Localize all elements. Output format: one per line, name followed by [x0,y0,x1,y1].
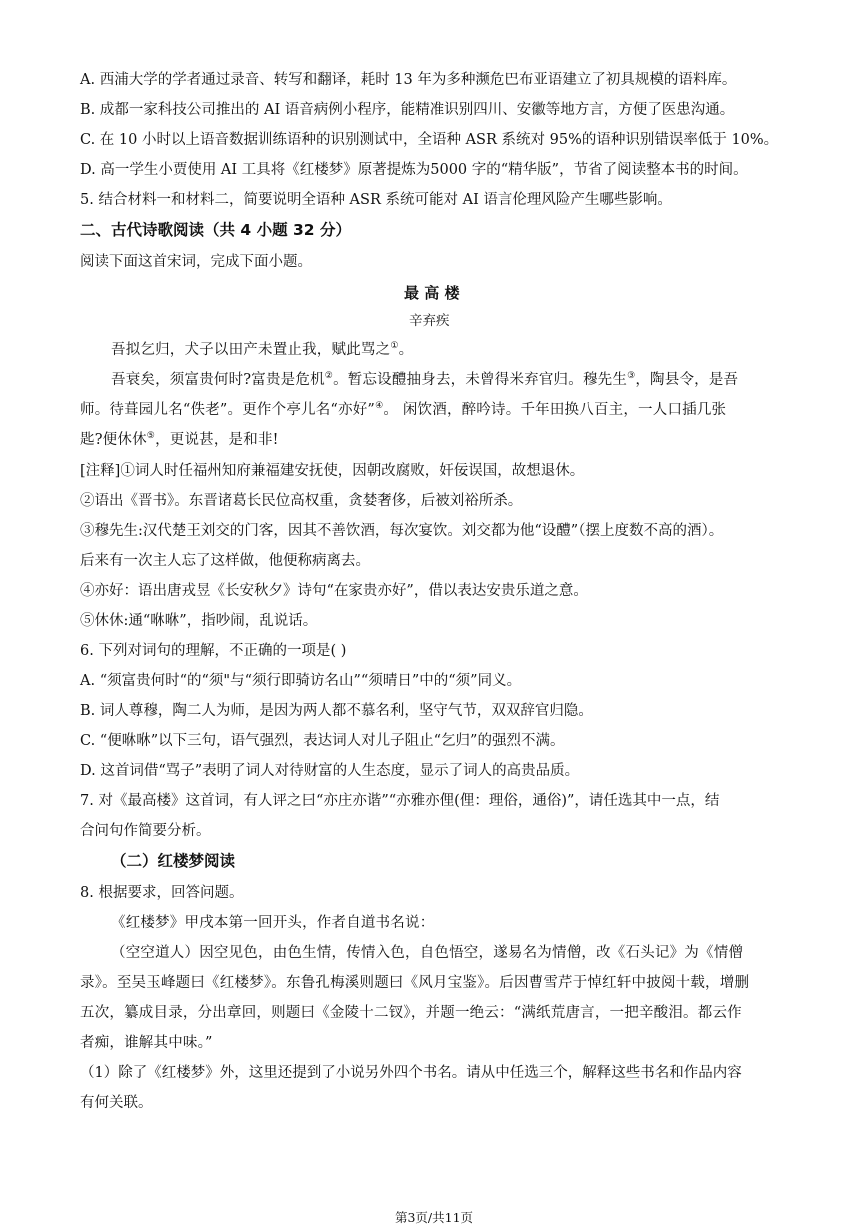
subquestion-1: （1）除了《红楼梦》外，这里还提到了小说另外四个书名。请从中任选三个，解释这些书名和作品内容 [80,1065,742,1081]
poem-text: 。 闲饮酒，醉吟诗。千年田换八百主，一人口插几张 [383,402,727,418]
poem-line-3 [80,428,279,449]
footnote-marker: ③ [627,371,636,382]
question-8: 8. 根据要求，回答问题。 [80,885,244,901]
poem-line-2 [80,398,726,419]
footnote-marker: ⑤ [146,431,156,442]
annotation-4: ④亦好：语出唐戎昱《长安秋夕》诗句“在家贵亦好”，借以表达安贵乐道之意。 [80,583,588,599]
annotation-5: ⑤休休:通“咻咻”，指吵闹，乱说话。 [80,613,318,629]
option-c-q6: C. “便咻咻”以下三句，语气强烈，表达词人对儿子阻止“乞归”的强烈不满。 [80,733,565,749]
quote-line-2: 录》。至吴玉峰题曰《红楼梦》。东鲁孔梅溪则题曰《风月宝鉴》。后因曹雪芹于悼红轩中披阅十载，增删 [80,975,750,991]
option-a-q6: A. “须富贵何时“的“须"与“须行即骑访名山”“须晴日”中的“须”同义。 [80,673,522,689]
subquestion-1-cont: 有何关联。 [80,1095,153,1111]
option-b-q4: B. 成都一家科技公司推出的 AI 语音病例小程序，能精准识别四川、安徽等地方言，方便了医患沟通。 [80,102,735,118]
option-a-q4: A. 西浦大学的学者通过录音、转写和翻译，耗时 13 年为多种濒危巴布亚语建立了初具规模的语料库。 [80,72,737,88]
poem-title: 最 高 楼 [404,284,460,302]
footnote-marker: ④ [375,401,384,412]
poem-text: 匙?便休休 [80,432,147,448]
poem-text: ，更说甚，是和非! [155,432,279,448]
quote-line-3: 五次，纂成目录，分出章回，则题曰《金陵十二钗》，并题一绝云：“满纸荒唐言，一把辛酸泪。都云作 [80,1005,742,1021]
poem-line-1 [111,368,738,389]
annotation-2: ②语出《晋书》。东晋诸葛长民位高权重，贪婪奢侈，后被刘裕所杀。 [80,493,523,509]
option-c-q4: C. 在 10 小时以上语音数据训练语种的识别测试中，全语种 ASR 系统对 95%的语种识别错误率低于 10%。 [80,132,779,148]
quote-line-1: （空空道人）因空见色，由色生情，传情入色，自色悟空，遂易名为情僧，改《石头记》为《情僧 [111,945,744,961]
annotation-3-cont: 后来有一次主人忘了这样做，他便称病离去。 [80,553,370,569]
quote-line-4: 者痴，谁解其中味。” [80,1035,213,1051]
poem-text: 。暂忘设醴抽身去，未曾得米弃官归。穆先生 [333,372,628,388]
poem-text: 师。待葺园儿名“佚老”。更作个亭儿名“亦好” [80,402,376,418]
quote-intro: 《红楼梦》甲戌本第一回开头，作者自道书名说： [111,915,435,931]
option-d-q6: D. 这首词借“骂子”表明了词人对待财富的人生态度，显示了词人的高贵品质。 [80,763,580,779]
instruction-text: 阅读下面这首宋词，完成下面小题。 [80,254,312,270]
preface-text: 吾拟乞归，犬子以田产未置止我，赋此骂之 [111,342,391,358]
section-heading-poetry: 二、古代诗歌阅读（共 4 小题 32 分） [80,221,351,239]
poem-text: 吾衰矣，须富贵何时?富贵是危机 [111,372,325,388]
question-7-cont: 合问句作简要分析。 [80,823,211,839]
question-6: 6. 下列对词句的理解，不正确的一项是( ) [80,643,347,659]
option-b-q6: B. 词人尊穆，陶二人为师，是因为两人都不慕名利，坚守气节，双双辞官归隐。 [80,703,593,719]
poem-text: ，陶县令，是吾 [635,372,739,388]
preface-end: 。 [398,342,414,358]
page-footer: 第3页/共11页 [394,1210,474,1225]
footnote-marker: ② [324,371,334,382]
footnote-marker: ① [390,341,399,352]
poem-author: 辛弃疾 [409,313,450,329]
question-5: 5. 结合材料一和材料二，简要说明全语种 ASR 系统可能对 AI 语言伦理风险产生哪些影响。 [80,192,672,208]
section-heading-hongloumeng: （二）红楼梦阅读 [111,852,236,870]
option-d-q4: D. 高一学生小贾使用 AI 工具将《红楼梦》原著提炼为5000 字的“精华版”，节省了阅读整本书的时间。 [80,162,748,178]
annotation-1: [注释]①词人时任福州知府兼福建安抚使，因朝改腐败，奸佞误国，故想退休。 [80,463,585,479]
annotation-3: ③穆先生:汉代楚王刘交的门客，因其不善饮酒，每次宴饮。刘交都为他“设醴”（摆上度数不高的酒）。 [80,523,724,539]
poem-preface [111,338,413,359]
question-7: 7. 对《最高楼》这首词，有人评之曰“亦庄亦谐”“亦雅亦俚(俚：理俗，通俗)”，请任选其中一点，结 [80,793,720,809]
